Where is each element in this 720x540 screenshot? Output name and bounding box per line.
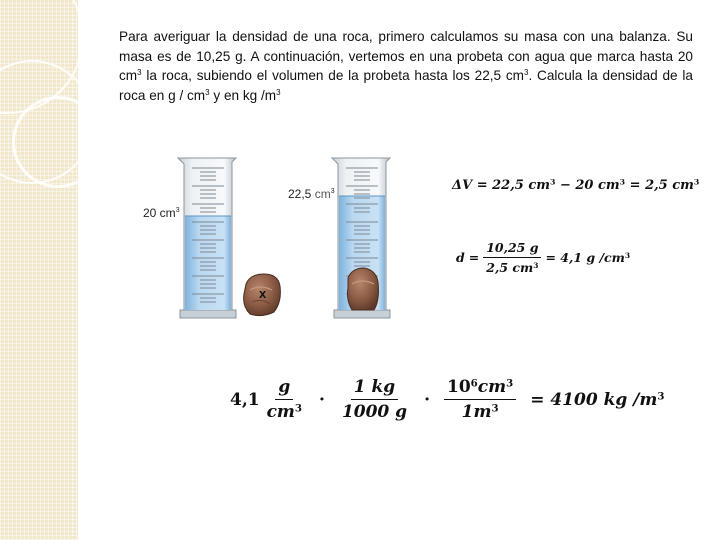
left-volume-label: 20 $cm^3$ xyxy=(143,206,180,220)
problem-statement: Para averiguar la densidad de una roca, primero calculamos su masa con una balanza. Su masa es de 10,25 g. A continuación, vertemos en una probeta con agua que marca hasta 20 $cm^3$ la roca, subiendo el volumen de la probeta hasta los 22,5 $cm^3$. Calcula la densidad de la roca en g / $cm^3$ y en kg $/m^3$ xyxy=(119,29,693,103)
conversion-fraction-1: $\frac{g}{cm^3}$ xyxy=(266,377,303,422)
right-cylinder xyxy=(332,158,390,318)
cylinders-illustration xyxy=(170,150,420,325)
decorative-sidebar xyxy=(0,0,78,540)
density-fraction: $\frac{10,25 g}{2,5 cm^3}$ xyxy=(483,240,541,275)
volume-difference-equation: ΔV = 22,5 $cm^3 - 20$ $cm^3 = 2,5$ $cm^3$ xyxy=(452,177,700,193)
density-equation: d = $\frac{10,25 g}{2,5 cm^3}$ = 4,1 g $/cm^3$ xyxy=(456,240,631,275)
conversion-fraction-3: $\frac{10^6cm^3}{1m^3}$ xyxy=(444,377,516,422)
unit-conversion-equation: 4,1 $\frac{g}{cm^3}$ · $\frac{1 kg}{1000 g}$ · $\frac{10^6cm^3}{1m^3}$ = 4100 kg $/m^3$ xyxy=(230,377,665,422)
rock-x-label: x xyxy=(259,286,267,301)
conversion-fraction-2: $\frac{1 kg}{1000 g}$ xyxy=(341,377,408,422)
left-cylinder xyxy=(178,158,236,318)
right-volume-label: 22,5 $cm^3$ xyxy=(288,187,335,201)
